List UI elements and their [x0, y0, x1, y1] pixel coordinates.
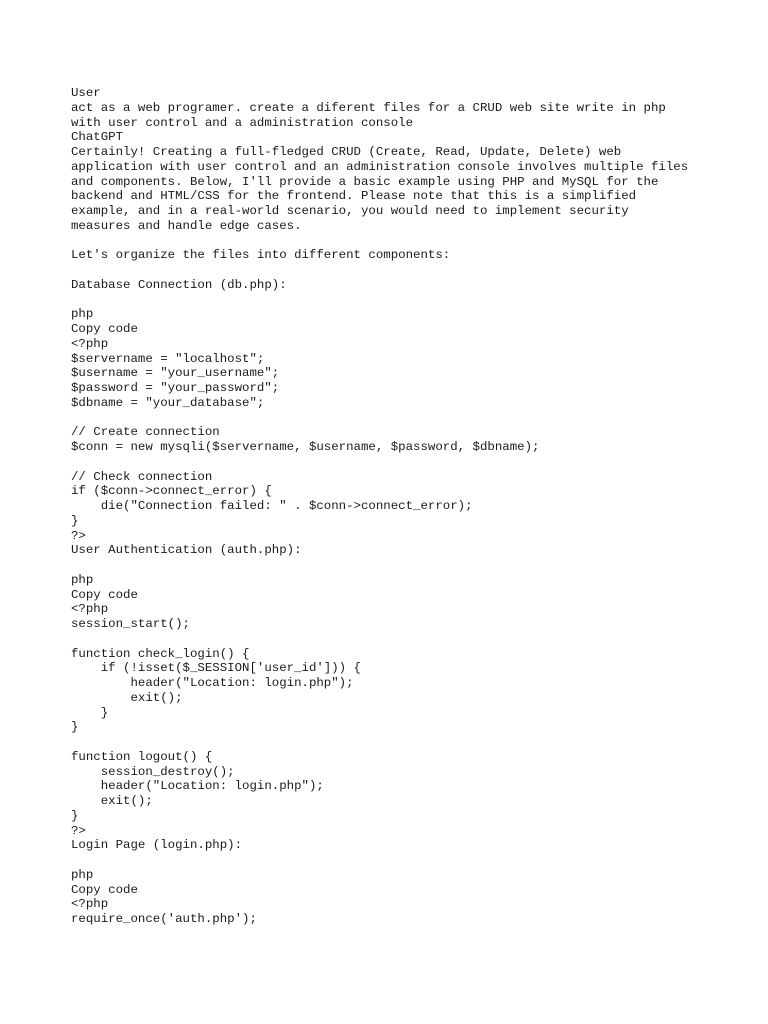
text-line: exit(); — [71, 794, 153, 808]
text-line: // Create connection — [71, 425, 220, 440]
text-line: and components. Below, I'll provide a basic example using PHP and MySQL for the — [71, 174, 659, 189]
document-text — [71, 86, 751, 927]
text-line: $username = "your_username"; — [71, 366, 280, 381]
text-line: php — [71, 307, 94, 322]
blank-line — [71, 735, 751, 750]
text-line: } — [71, 513, 79, 528]
text-line: Login Page (login.php): — [71, 838, 243, 853]
text-line: <?php — [71, 602, 109, 617]
blank-line — [71, 411, 751, 426]
text-line: php — [71, 572, 94, 587]
text-line: if ($conn->connect_error) { — [71, 484, 272, 499]
text-line: } — [71, 720, 79, 735]
text-line: session_start(); — [71, 617, 190, 631]
text-line: exit(); — [71, 690, 183, 705]
text-line: User — [71, 86, 101, 100]
text-line: function check_login() { — [71, 646, 250, 661]
blank-line — [71, 293, 751, 308]
text-line: php — [71, 867, 94, 882]
text-line: if (!isset($_SESSION['user_id'])) { — [71, 661, 361, 676]
text-line: Let's organize the files into different components: — [71, 248, 451, 263]
text-line: backend and HTML/CSS for the frontend. Please note that this is a simplified — [71, 189, 637, 204]
text-line: with user control and a administration console — [71, 115, 414, 130]
blank-line — [71, 263, 751, 278]
text-line: Copy code — [71, 587, 138, 602]
blank-line — [71, 234, 751, 249]
text-line: $servername = "localhost"; — [71, 351, 265, 366]
blank-line — [71, 632, 751, 647]
text-line: $conn = new mysqli($servername, $username, $password, $dbname); — [71, 440, 540, 454]
text-line: Database Connection (db.php): — [71, 277, 287, 292]
text-line: application with user control and an administration console involves multiple files — [71, 159, 689, 174]
text-line: <?php — [71, 336, 109, 351]
text-line: <?php — [71, 897, 109, 912]
text-line: $dbname = "your_database"; — [71, 395, 265, 410]
text-line: require_once('auth.php'); — [71, 912, 257, 926]
text-line: ChatGPT — [71, 130, 124, 145]
text-line: ?> — [71, 823, 86, 838]
text-line: User Authentication (auth.php): — [71, 543, 302, 558]
text-line: function logout() { — [71, 749, 213, 764]
text-line: Copy code — [71, 322, 138, 336]
text-line: header("Location: login.php"); — [71, 779, 324, 794]
text-line: die("Connection failed: " . $conn->connect_error); — [71, 499, 473, 513]
blank-line — [71, 558, 751, 573]
text-line: } — [71, 705, 109, 720]
text-line: ?> — [71, 528, 86, 543]
blank-line — [71, 853, 751, 868]
text-line: example, and in a real-world scenario, you would need to implement security — [71, 204, 629, 218]
text-line: Copy code — [71, 882, 138, 897]
text-line: act as a web programer. create a diferent files for a CRUD web site write in php — [71, 100, 666, 115]
text-line: session_destroy(); — [71, 764, 235, 779]
text-line: measures and handle edge cases. — [71, 218, 302, 233]
text-line: Certainly! Creating a full-fledged CRUD (Create, Read, Update, Delete) web — [71, 145, 622, 159]
text-line: header("Location: login.php"); — [71, 676, 354, 690]
text-line: // Check connection — [71, 469, 213, 484]
text-line: } — [71, 808, 79, 823]
text-line: $password = "your_password"; — [71, 381, 280, 395]
blank-line — [71, 455, 751, 470]
